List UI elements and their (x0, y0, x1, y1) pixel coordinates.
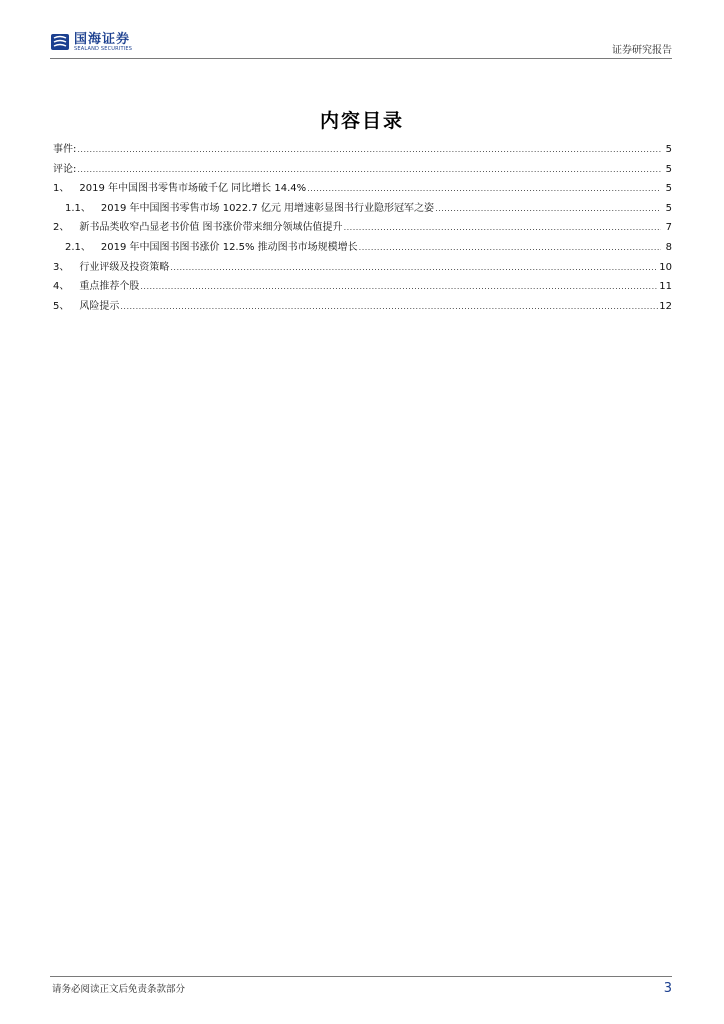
toc-entry[interactable] (53, 160, 672, 180)
toc-entry[interactable] (53, 218, 672, 238)
toc-entry-page: 11 (659, 281, 672, 293)
toc-entry-number: 4、 (53, 281, 70, 293)
toc-title: 内容目录 (319, 110, 404, 132)
toc-entry-page: 5 (665, 183, 672, 195)
toc-entry-text: 新书品类收窄凸显老书价值 图书涨价带来细分领域估值提升 (79, 222, 343, 234)
toc-entry[interactable] (53, 297, 672, 317)
toc-entry-number: 1、 (53, 183, 70, 195)
toc-entry-number: 3、 (53, 261, 70, 273)
toc-entry-text: 重点推荐个股 (79, 281, 140, 293)
disclaimer-note: 请务必阅读正文后免责条款部分 (52, 984, 186, 995)
toc-leader-dots (77, 165, 661, 174)
brand-logo (50, 30, 132, 54)
toc-leader-dots (307, 184, 661, 193)
toc-entry[interactable] (53, 140, 672, 160)
toc-entry-number: 1.1、 (65, 202, 91, 214)
page-footer (50, 976, 672, 999)
toc-leader-dots (359, 243, 661, 252)
toc-entry-text: 风险提示 (79, 300, 120, 312)
toc-entry-page: 10 (659, 261, 672, 273)
sealand-logo-icon (50, 32, 70, 52)
table-of-contents (53, 140, 672, 316)
toc-leader-dots (344, 223, 661, 232)
toc-entry-number: 2.1、 (65, 241, 91, 253)
toc-entry[interactable] (53, 258, 672, 278)
toc-leader-dots (170, 263, 658, 272)
page-header (50, 30, 672, 59)
toc-entry-page: 8 (665, 241, 672, 253)
toc-entry-text: 行业评级及投资策略 (79, 261, 170, 273)
toc-entry-text: 2019 年中国图书零售市场破千亿 同比增长 14.4% (79, 183, 307, 195)
toc-entry-number: 5、 (53, 300, 70, 312)
toc-entry-text: 评论: (53, 163, 77, 175)
toc-entry-page: 12 (659, 300, 672, 312)
toc-entry-number: 2、 (53, 222, 70, 234)
toc-entry-page: 5 (665, 202, 672, 214)
page-number: 3 (663, 981, 672, 996)
toc-entry[interactable] (53, 179, 672, 199)
toc-entry[interactable] (53, 199, 672, 219)
toc-entry[interactable] (53, 238, 672, 258)
toc-entry-page: 5 (665, 163, 672, 175)
toc-leader-dots (77, 145, 661, 154)
toc-leader-dots (140, 282, 658, 291)
report-type: 证券研究报告 (612, 45, 672, 56)
brand-name-cn: 国海证券 (74, 31, 131, 47)
toc-leader-dots (435, 204, 661, 213)
toc-entry-text: 事件: (53, 144, 77, 155)
toc-leader-dots (120, 302, 658, 311)
toc-entry-page: 7 (665, 222, 672, 234)
toc-entry[interactable] (53, 277, 672, 297)
toc-entry-text: 2019 年中国图书图书涨价 12.5% 推动图书市场规模增长 (100, 241, 358, 253)
toc-entry-text: 2019 年中国图书零售市场 1022.7 亿元 用增速彰显图书行业隐形冠军之姿 (100, 202, 435, 214)
brand-name-en: SEALAND SECURITIES (74, 45, 133, 52)
toc-entry-page: 5 (665, 144, 672, 155)
